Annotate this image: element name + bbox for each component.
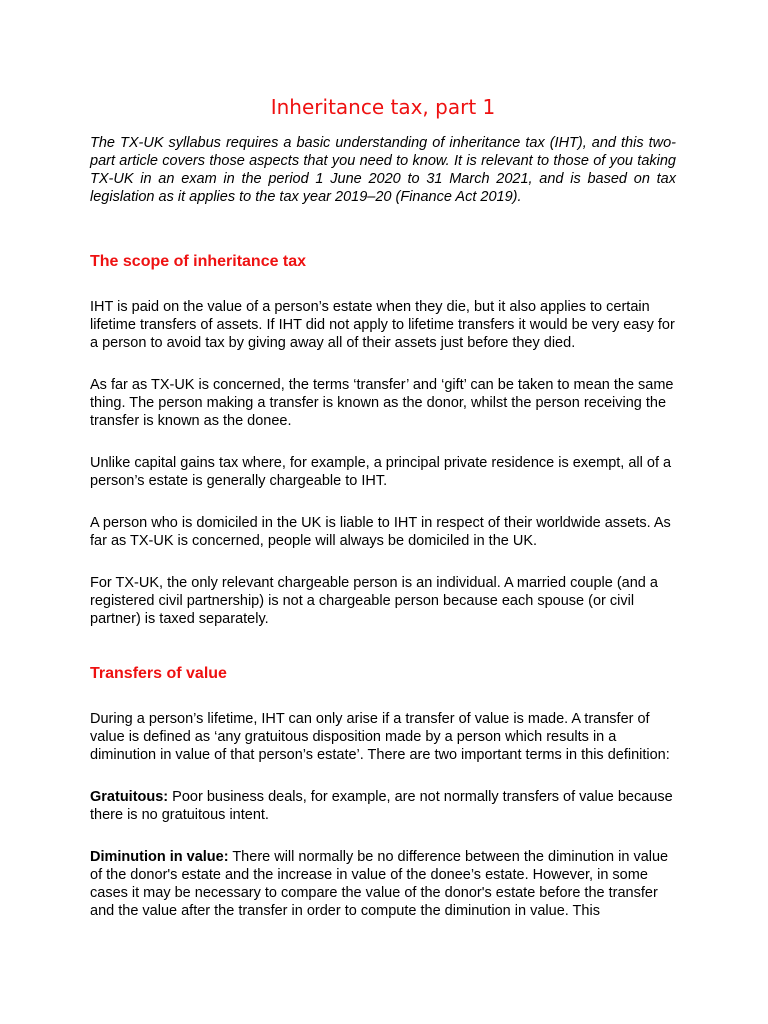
paragraph: A person who is domiciled in the UK is liable to IHT in respect of their worldwide assets. As far as TX-UK is concerned, people will always be domiciled in the UK. [90,515,671,549]
term-text: There will normally be no difference between the diminution in value of the donor's estate and the increase in value of the donee’s estate. However, in some cases it may be necessary to compare the value of the donor's estate before the transfer and the value after the transfer in order to compute the diminution in value. This [90,849,669,919]
term-label: Diminution in value: [90,849,229,865]
paragraph: For TX-UK, the only relevant chargeable person is an individual. A married couple (and a registered civil partnership) is not a chargeable person because each spouse (or civil partner) is taxed separately. [90,575,658,627]
paragraph: IHT is paid on the value of a person’s estate when they die, but it also applies to certain lifetime transfers of assets. If IHT did not apply to lifetime transfers it would be very easy for a person to avoid tax by giving away all of their assets just before they died. [90,299,675,351]
section-heading-transfers: Transfers of value [90,665,227,682]
paragraph: Unlike capital gains tax where, for example, a principal private residence is exempt, all of a person’s estate is generally chargeable to IHT. [90,455,672,489]
definition-gratuitous [90,788,676,824]
term-label: Gratuitous: [90,789,169,805]
term-text: Poor business deals, for example, are not normally transfers of value because there is no gratuitous intent. [90,789,673,823]
article-content [90,94,676,920]
article-intro: The TX-UK syllabus requires a basic understanding of inheritance tax (IHT), and this two-part article covers those aspects that you need to know. It is relevant to those of you taking TX-UK in an exam in the period 1 June 2020 to 31 March 2021, and is based on tax legislation as it applies to the tax year 2019–20 (Finance Act 2019). [90,135,676,205]
article-title: Inheritance tax, part 1 [270,95,496,119]
definition-diminution [90,848,676,920]
paragraph: During a person’s lifetime, IHT can only arise if a transfer of value is made. A transfer of value is defined as ‘any gratuitous disposition made by a person which results in a diminution in value of that person’s estate’. There are two important terms in this definition: [90,711,670,763]
paragraph: As far as TX-UK is concerned, the terms ‘transfer’ and ‘gift’ can be taken to mean the same thing. The person making a transfer is known as the donor, whilst the person receiving the transfer is known as the donee. [90,377,674,429]
section-heading-scope: The scope of inheritance tax [90,253,307,270]
